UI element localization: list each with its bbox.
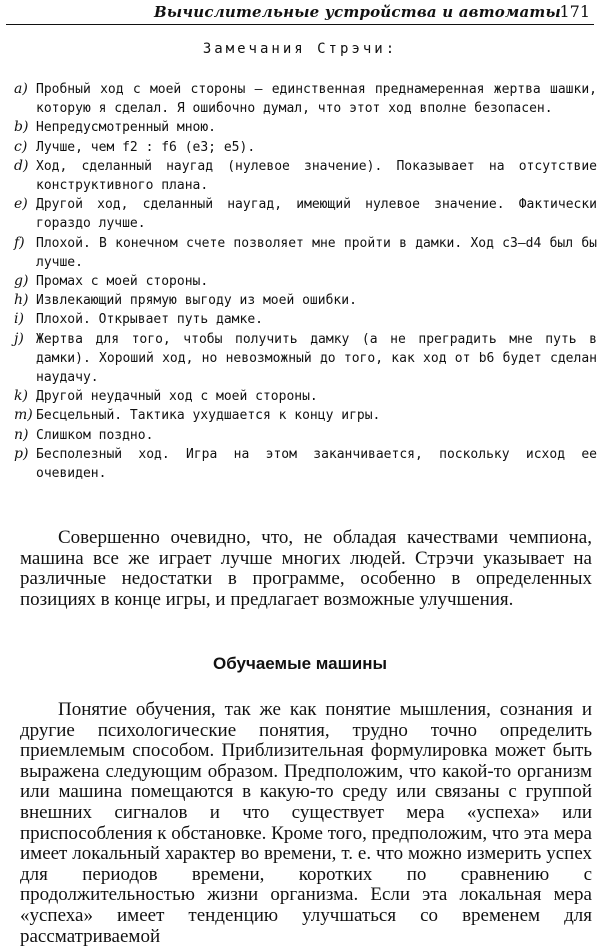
note-item <box>12 234 597 272</box>
note-letter: j) <box>14 330 24 347</box>
note-item <box>12 138 597 157</box>
note-letter: f) <box>14 234 25 251</box>
note-item <box>12 387 597 406</box>
page-number: 171 <box>559 2 590 21</box>
note-text: Плохой. Открывает путь дамке. <box>36 312 263 328</box>
note-item <box>12 118 597 137</box>
note-text: Пробный ход с моей стороны — единственная преднамеренная жертва шашки, которую я сделал. Я ошибочно думал, что этот ход вполне безопасен. <box>36 82 597 117</box>
note-letter: k) <box>14 388 28 405</box>
section-heading: Обучаемые машины <box>213 654 387 673</box>
note-item <box>12 157 597 195</box>
notes-list <box>12 80 597 483</box>
note-letter: d) <box>14 157 29 174</box>
note-letter: g) <box>14 273 29 290</box>
running-title: Вычислительные устройства и автоматы <box>154 3 561 21</box>
note-letter: p) <box>14 445 29 462</box>
note-text: Извлекающий прямую выгоду из моей ошибки. <box>36 293 357 309</box>
note-letter: i) <box>14 311 24 328</box>
note-letter: e) <box>14 196 28 213</box>
note-text: Другой ход, сделанный наугад, имеющий нулевое значение. Фактически гораздо лучше. <box>36 197 597 232</box>
note-letter: c) <box>14 138 28 155</box>
note-item <box>12 330 597 388</box>
body-paragraph: Понятие обучения, так же как понятие мышления, сознания и другие психологические понятия, трудно точно определить приемлемым способом. Приблизительная формулировка может быть выражена следующим образом. Предположим, что какой-то организм или машина помещаются в какую-то среду или связаны с группой внешних сигналов и что существует мера «успеха» или приспособления к обстановке. Кроме того, предположим, что эта мера имеет локальный характер во времени, т. е. что можно измерить успех для периодов времени, коротких по сравнению с продолжительностью жизни организма. Если эта локальная мера «успеха» имеет тенденцию улучшаться со временем для рассматриваемой <box>20 699 592 947</box>
note-letter: b) <box>14 119 29 136</box>
note-letter: a) <box>14 81 28 97</box>
note-item <box>12 406 597 425</box>
note-item <box>12 426 597 445</box>
note-item <box>12 445 597 483</box>
running-header <box>6 0 594 25</box>
note-text: Слишком поздно. <box>36 427 154 443</box>
note-item <box>12 195 597 233</box>
note-item <box>12 272 597 291</box>
note-text: Бесцельный. Тактика ухудшается к концу игры. <box>36 408 381 424</box>
note-text: Бесполезный ход. Игра на этом заканчивается, поскольку исход ее очевиден. <box>36 446 597 482</box>
note-letter: m) <box>14 407 33 424</box>
note-text: Жертва для того, чтобы получить дамку (а не преградить мне путь в дамки). Хороший ход, но невозможный до того, как ход от b6 будет сделан наудачу. <box>36 331 597 386</box>
note-item <box>12 80 597 118</box>
note-text: Плохой. В конечном счете позволяет мне пройти в дамки. Ход c3—d4 был бы лучше. <box>36 235 597 270</box>
note-text: Лучше, чем f2 : f6 (e3; e5). <box>36 139 256 155</box>
note-text: Промах с моей стороны. <box>36 274 209 290</box>
note-text: Другой неудачный ход с моей стороны. <box>36 389 318 405</box>
note-item <box>12 291 597 310</box>
note-text: Ход, сделанный наугад (нулевое значение). Показывает на отсутствие конструктивного плана. <box>36 158 597 194</box>
note-letter: n) <box>14 426 29 443</box>
note-text: Непредусмотренный мною. <box>36 120 217 136</box>
body-paragraph: Совершенно очевидно, что, не обладая качествами чемпиона, машина все же играет лучше многих людей. Стрэчи указывает на различные недостатки в программе, особенно в определенных позициях в конце игры, и предлагает возможные улучшения. <box>20 527 592 610</box>
notes-title: Замечания Стрэчи: <box>202 41 398 57</box>
note-item <box>12 310 597 329</box>
note-letter: h) <box>14 292 29 309</box>
